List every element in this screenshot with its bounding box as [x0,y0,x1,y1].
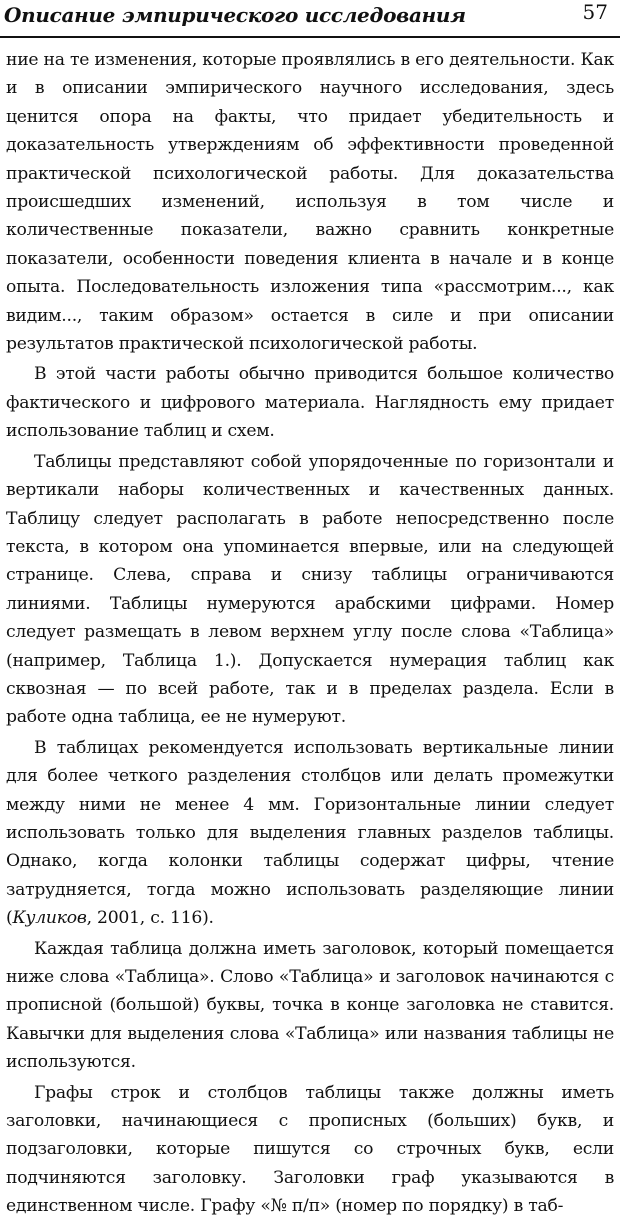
citation-author: Куликов [12,908,87,929]
paragraph-text-end: , 2001, с. 116). [86,908,214,929]
paragraph-table-lines [6,734,614,933]
body-text [6,46,614,1221]
paragraph-text: В таблицах рекомендуется использовать вертикальные линии для более четкого разделения столбцов или делать промежутки между ними не менее 4 мм. Горизонтальные линии следует использовать только для выделения главных разделов таблицы. Однако, когда колонки таблицы содержат цифры, чтение затрудняется, тогда можно использовать разделяющие линии ( [6,737,614,929]
paragraph-table-title: Каждая таблица должна иметь заголовок, который помещается ниже слова «Таблица». Слово «Таблица» и заголовок начинаются с прописной (большой) буквы, точка в конце заголовка не ставится. Кавычки для выделения слова «Таблица» или названия таблицы не используются. [6,938,614,1073]
paragraph-factual-material: В этой части работы обычно приводится большое количество фактического и цифрового материала. Наглядность ему придает использование таблиц и схем. [6,364,614,442]
paragraph-column-headings: Графы строк и столбцов таблицы также должны иметь заголовки, начинающиеся с прописных (больших) букв, и подзаголовки, которые пишутся со строчных букв, если подчиняются заголовку. Заголовки граф указываются в единственном числе. Графу «№ п/п» (номер по порядку) в таб- [6,1082,614,1217]
paragraph-tables-definition: Таблицы представляют собой упорядоченные по горизонтали и вертикали наборы количественных и качественных данных. Таблицу следует располагать в работе непосредственно после текста, в котором она упоминается впервые, или на следующей странице. Слева, справа и снизу таблицы ограничиваются линиями. Таблицы нумеруются арабскими цифрами. Номер следует размещать в левом верхнем углу после слова «Таблица» (например, Таблица 1.). Допускается нумерация таблиц как сквозная — по всей работе, так и в пределах раздела. Если в работе одна таблица, ее не нумеруют. [6,451,614,728]
running-header [0,0,620,38]
page-number: 57 [582,0,608,24]
running-title: Описание эмпирического исследования [4,3,466,27]
paragraph-continuation: ние на те изменения, которые проявлялись в его деятельности. Как и в описании эмпирического научного исследования, здесь ценится опора на факты, что придает убедительность и доказательность утверждениям об эффективности проведенной практической психологической работы. Для доказательства происшедших изменений, используя в том числе и количественные показатели, важно сравнить конкретные показатели, особенности поведения клиента в начале и в конце опыта. Последовательность изложения типа «рассмотрим..., как видим..., таким образом» остается в силе и при описании результатов практической психологической работы. [6,50,614,355]
